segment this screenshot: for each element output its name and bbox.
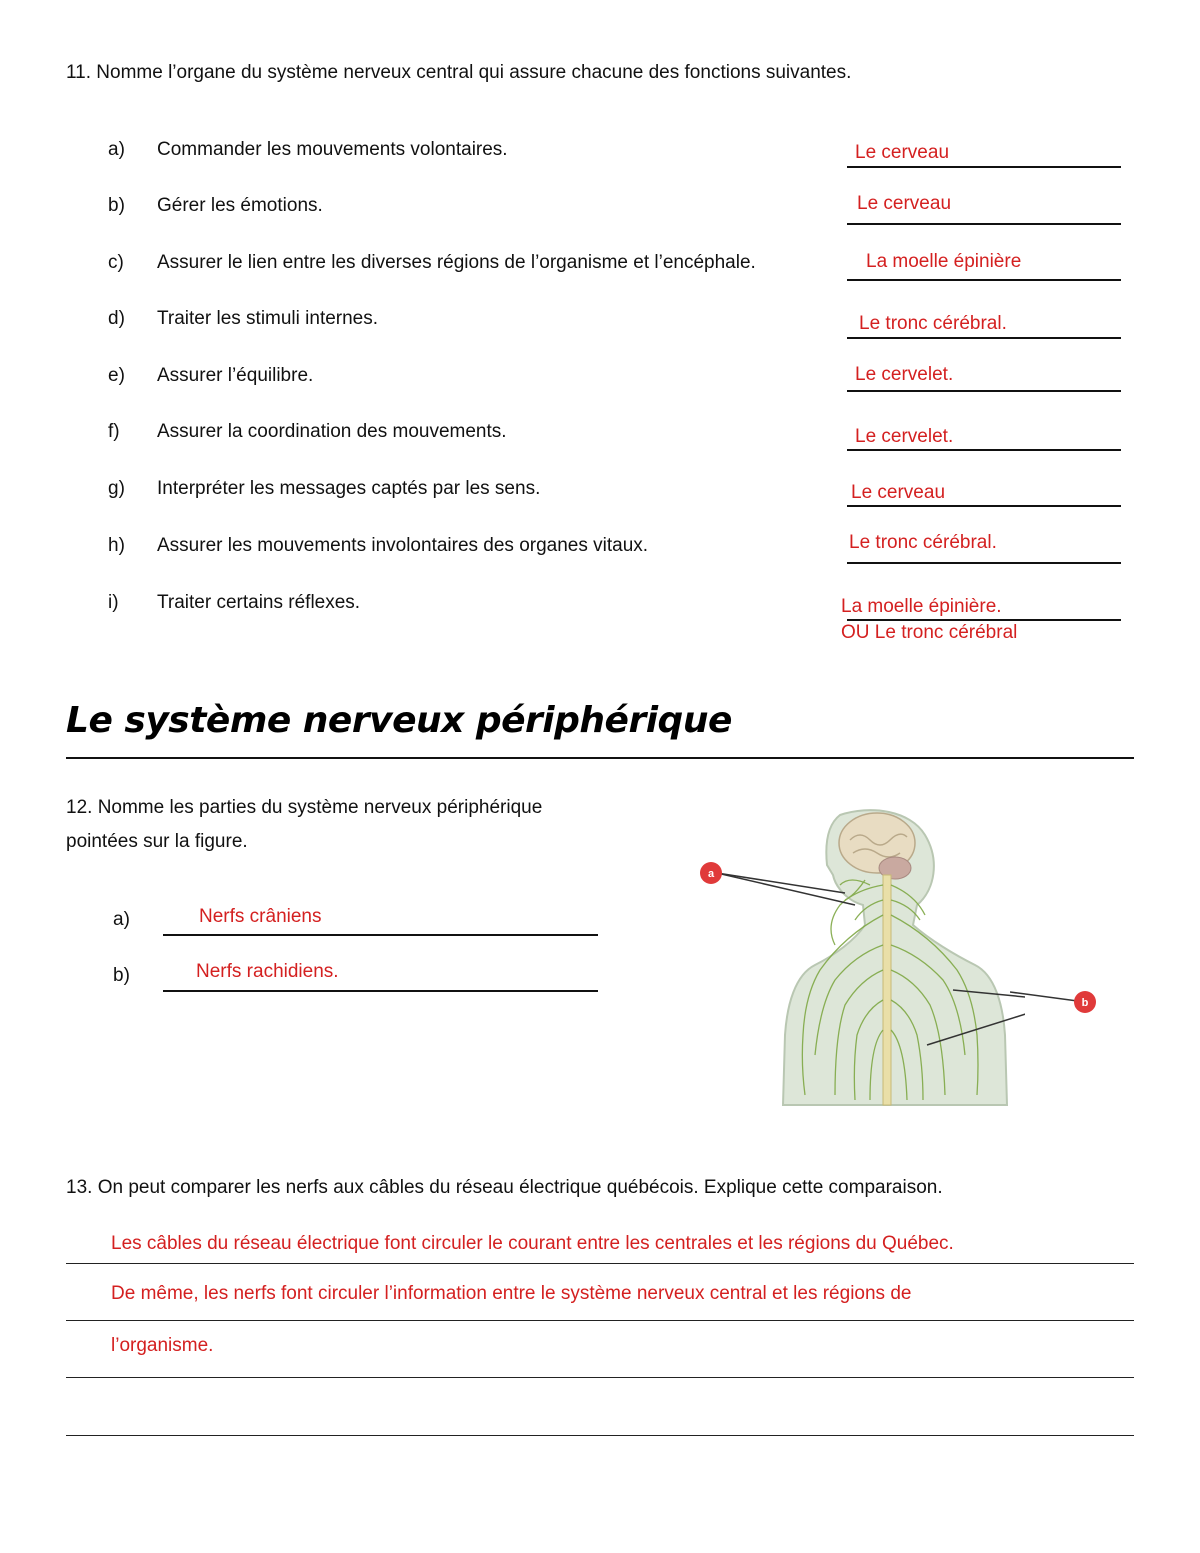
item-letter: e) xyxy=(108,365,125,386)
answer-text[interactable]: Le tronc cérébral. xyxy=(859,313,1007,334)
item-letter: d) xyxy=(108,308,125,329)
item-text: Traiter les stimuli internes. xyxy=(157,308,379,329)
answer-text[interactable]: Le cerveau xyxy=(851,482,946,503)
answer-text[interactable]: Nerfs rachidiens. xyxy=(196,961,339,982)
writing-line xyxy=(66,1263,1134,1264)
item-letter: a) xyxy=(113,909,130,930)
answer-line xyxy=(163,990,598,992)
answer-line-text-2[interactable]: De même, les nerfs font circuler l’information entre le système nerveux central et les régions de xyxy=(111,1283,912,1304)
writing-line xyxy=(66,1435,1134,1436)
item-letter: f) xyxy=(108,421,120,442)
answer-line xyxy=(847,449,1121,451)
item-text: Traiter certains réflexes. xyxy=(157,592,361,613)
answer-text[interactable]: Le tronc cérébral. xyxy=(849,532,997,553)
item-letter: b) xyxy=(108,195,125,216)
question-13-title: 13. On peut comparer les nerfs aux câbles du réseau électrique québécois. Explique cette comparaison. xyxy=(66,1177,943,1198)
item-text: Assurer la coordination des mouvements. xyxy=(157,421,507,442)
answer-line xyxy=(847,619,1121,621)
answer-text[interactable]: Le cervelet. xyxy=(855,426,954,447)
label-b-text: b xyxy=(1081,997,1089,1009)
answer-line-text-3[interactable]: l’organisme. xyxy=(111,1335,214,1356)
answer-line xyxy=(847,562,1121,564)
answer-text[interactable]: Le cerveau xyxy=(855,142,950,163)
answer-text[interactable]: La moelle épinière. xyxy=(841,596,1002,617)
question-12-title-line1: 12. Nomme les parties du système nerveux périphérique xyxy=(66,797,543,818)
section-heading: Le système nerveux périphérique xyxy=(66,700,732,741)
writing-line xyxy=(66,1320,1134,1321)
label-a-text: a xyxy=(707,868,715,880)
answer-line-text-1[interactable]: Les câbles du réseau électrique font circuler le courant entre les centrales et les régions du Québec. xyxy=(111,1233,954,1254)
spinal-cord xyxy=(883,875,891,1105)
nervous-system-figure xyxy=(695,805,1025,1110)
item-text: Commander les mouvements volontaires. xyxy=(157,139,508,160)
answer-text[interactable]: La moelle épinière xyxy=(866,251,1022,272)
label-b-marker-group xyxy=(1010,985,1110,1025)
item-text: Interpréter les messages captés par les sens. xyxy=(157,478,541,499)
item-letter: b) xyxy=(113,965,130,986)
item-letter: a) xyxy=(108,139,125,160)
answer-text[interactable]: Le cervelet. xyxy=(855,364,954,385)
question-11-title: 11. Nomme l’organe du système nerveux central qui assure chacune des fonctions suivantes. xyxy=(66,62,852,83)
answer-text[interactable]: Nerfs crâniens xyxy=(199,906,322,927)
item-letter: i) xyxy=(108,592,119,613)
question-12-title-line2: pointées sur la figure. xyxy=(66,831,248,852)
answer-line xyxy=(847,505,1121,507)
answer-line xyxy=(163,934,598,936)
item-text: Assurer l’équilibre. xyxy=(157,365,314,386)
item-letter: g) xyxy=(108,478,125,499)
answer-line xyxy=(847,337,1121,339)
answer-line xyxy=(847,166,1121,168)
answer-text[interactable]: Le cerveau xyxy=(857,193,952,214)
answer-line xyxy=(847,279,1121,281)
item-letter: c) xyxy=(108,252,124,273)
item-letter: h) xyxy=(108,535,125,556)
answer-line xyxy=(847,223,1121,225)
answer-line xyxy=(847,390,1121,392)
item-text: Assurer les mouvements involontaires des organes vitaux. xyxy=(157,535,649,556)
answer-text-alternate[interactable]: OU Le tronc cérébral xyxy=(841,622,1018,643)
item-text: Gérer les émotions. xyxy=(157,195,323,216)
item-text: Assurer le lien entre les diverses régions de l’organisme et l’encéphale. xyxy=(157,252,756,273)
writing-line xyxy=(66,1377,1134,1378)
section-divider xyxy=(66,757,1134,759)
